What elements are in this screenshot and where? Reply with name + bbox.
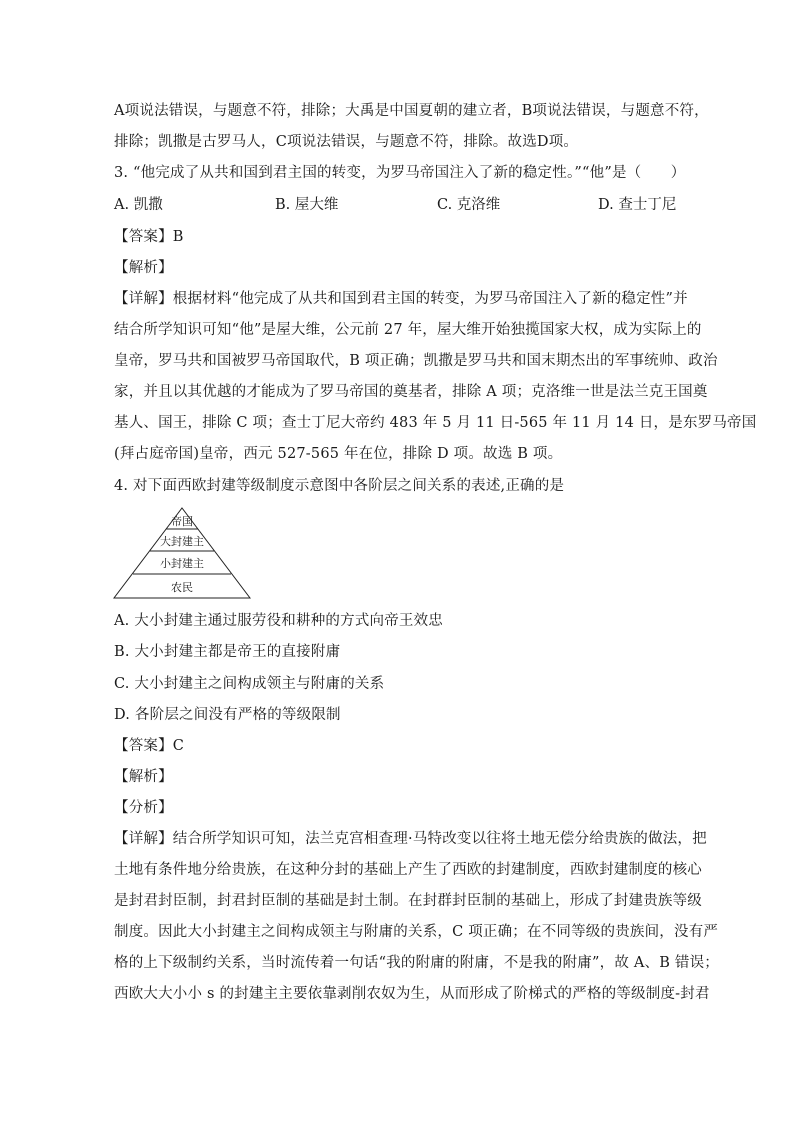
- explanation-4-line: 西欧大大小小 s 的封建主主要依靠剥削农奴为生，从而形成了阶梯式的严格的等级制度-封君: [114, 986, 710, 1002]
- answer-4: 【答案】C: [114, 738, 185, 754]
- explanation-3-line: 结合所学知识可知“他”是屋大维，公元前 27 年，屋大维开始独揽国家大权，成为实际上的: [114, 322, 702, 338]
- option-3c: C. 克洛维: [437, 197, 501, 213]
- explanation-3-line: (拜占庭帝国)皇帝，西元 527-565 年在位，排除 D 项。故选 B 项。: [114, 446, 563, 462]
- explanation-3-line: 皇帝，罗马共和国被罗马帝国取代，B 项正确；凯撒是罗马共和国末期杰出的军事统帅、政治: [114, 353, 718, 369]
- text-line: A项说法错误，与题意不符，排除；大禹是中国夏朝的建立者，B项说法错误，与题意不符，: [114, 103, 709, 119]
- explanation-3-line: 家，并且以其优越的才能成为了罗马帝国的奠基者，排除 A 项；克洛维一世是法兰克王国奠: [114, 384, 708, 400]
- option-4d: D. 各阶层之间没有严格的等级限制: [114, 707, 341, 723]
- explanation-4-line: 土地有条件地分给贵族，在这种分封的基础上产生了西欧的封建制度，西欧封建制度的核心: [114, 862, 702, 878]
- explanation-4-line: 格的上下级制约关系，当时流传着一句话“我的附庸的附庸，不是我的附庸”，故 A、B 错误；: [114, 955, 719, 971]
- pyramid-level-lesser-lords: 小封建主: [160, 557, 204, 570]
- option-4a: A. 大小封建主通过服劳役和耕种的方式向帝王效忠: [114, 613, 443, 629]
- pyramid-level-emperor: 帝国: [171, 515, 193, 528]
- option-4b: B. 大小封建主都是帝王的直接附庸: [114, 644, 341, 660]
- feudal-pyramid-diagram: [112, 506, 252, 600]
- pyramid-level-great-lords: 大封建主: [160, 535, 204, 548]
- analysis-heading-3: 【解析】: [114, 260, 173, 276]
- option-3d: D. 查士丁尼: [598, 197, 677, 213]
- question-4: 4. 对下面西欧封建等级制度示意图中各阶层之间关系的表述,正确的是: [114, 478, 565, 494]
- option-4c: C. 大小封建主之间构成领主与附庸的关系: [114, 676, 385, 692]
- answer-3: 【答案】B: [114, 229, 184, 245]
- analysis-heading-4: 【解析】: [114, 769, 173, 785]
- text-line: 排除；凯撒是古罗马人，C项说法错误，与题意不符，排除。故选D项。: [114, 134, 579, 150]
- fenxi-heading-4: 【分析】: [114, 800, 173, 816]
- explanation-3-line: 【详解】根据材料“他完成了从共和国到君主国的转变，为罗马帝国注入了新的稳定性”并: [114, 291, 688, 307]
- explanation-4-line: 【详解】结合所学知识可知，法兰克宫相查理·马特改变以往将土地无偿分给贵族的做法，把: [114, 831, 707, 847]
- pyramid-level-peasants: 农民: [171, 581, 193, 594]
- option-3a: A. 凯撒: [114, 197, 163, 213]
- question-3: 3. “他完成了从共和国到君主国的转变，为罗马帝国注入了新的稳定性。”“他”是（ ）: [114, 165, 686, 181]
- option-3b: B. 屋大维: [275, 197, 339, 213]
- explanation-4-line: 是封君封臣制，封君封臣制的基础是封土制。在封群封臣制的基础上，形成了封建贵族等级: [114, 893, 702, 909]
- explanation-3-line: 基人、国王，排除 C 项；查士丁尼大帝约 483 年 5 月 11 日-565 年 11 月 14 日，是东罗马帝国: [114, 415, 757, 431]
- explanation-4-line: 制度。因此大小封建主之间构成领主与附庸的关系，C 项正确；在不同等级的贵族间，没有严: [114, 924, 719, 940]
